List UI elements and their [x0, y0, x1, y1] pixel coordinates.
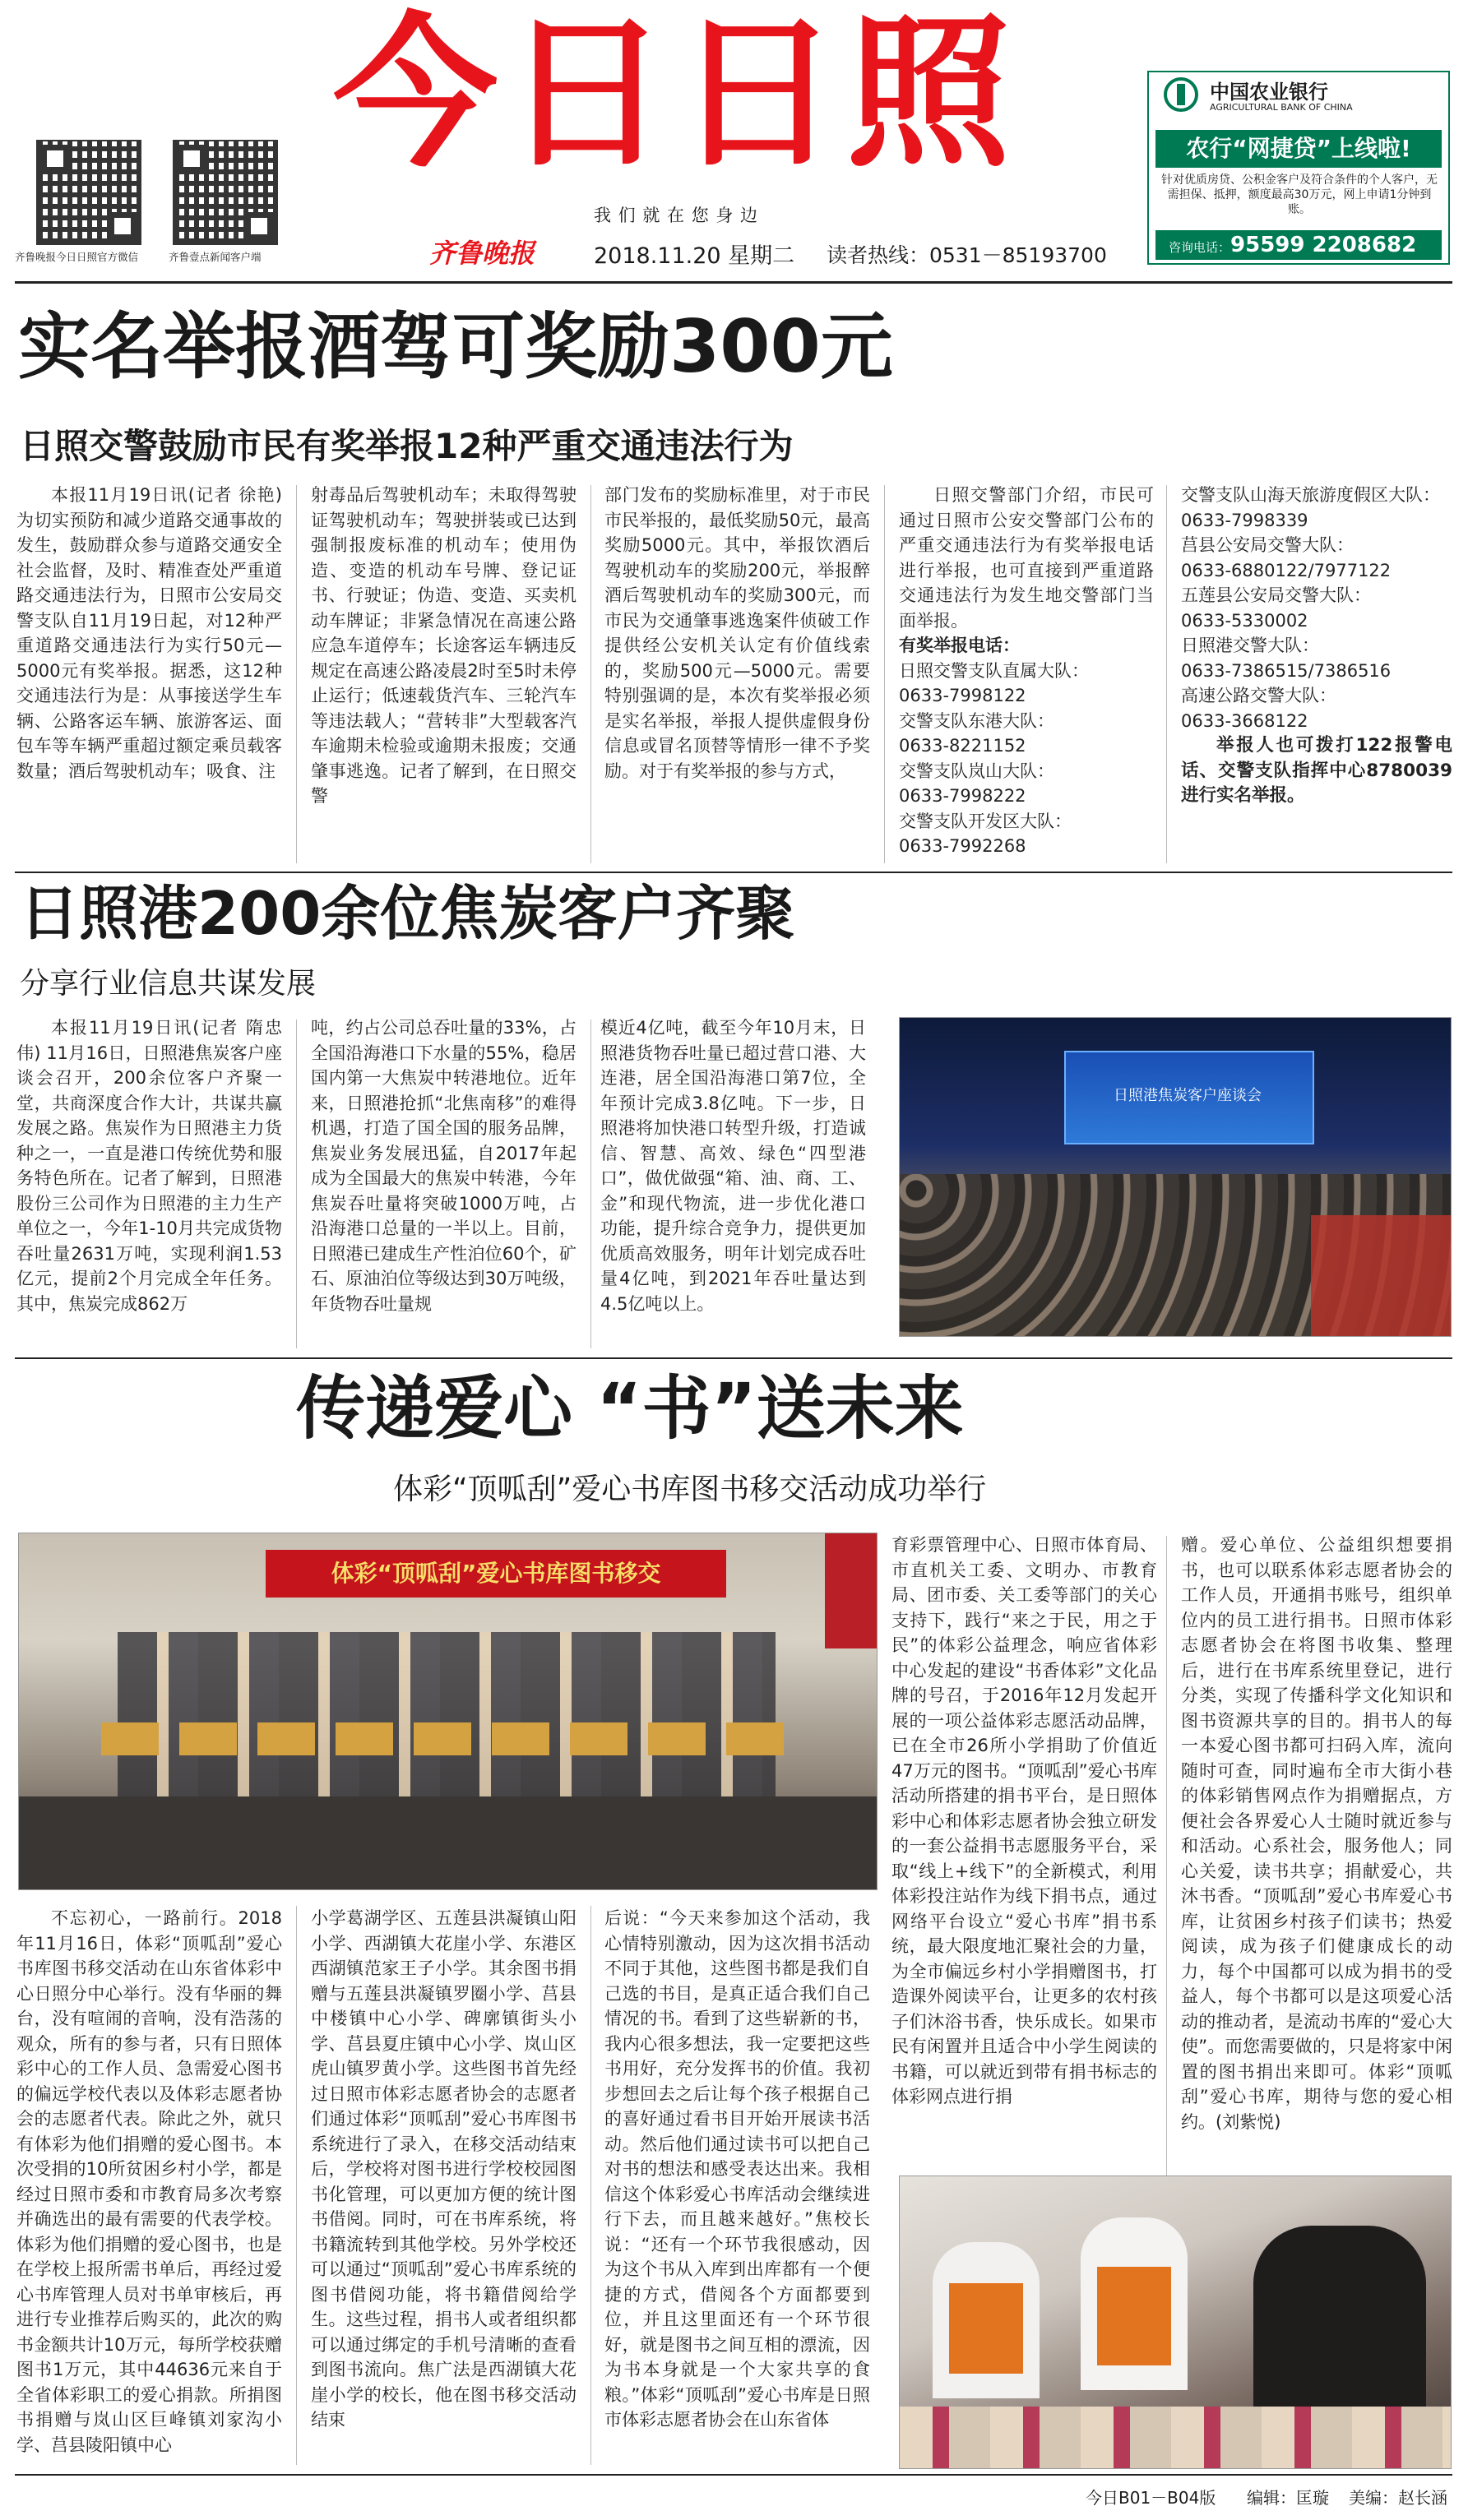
- qr-code-app[interactable]: [173, 140, 278, 245]
- paper-name: 齐鲁晚报: [429, 238, 535, 269]
- bank-name: 中国农业银行: [1210, 81, 1328, 104]
- footer-editor: 编辑：匡璇: [1247, 2488, 1329, 2508]
- article3-column-5: 赠。爱心单位、公益组织想要捐书，也可以联系体彩志愿者协会的工作人员，开通捐书账号，组织单位内的员工进行捐书。日照市体彩志愿者协会在将图书收集、整理后，进行在书库系统里登记，进行分类，实现了传播科学文化知识和图书资源共享的目的。捐书人的每一本爱心图书都可扫码入库，流向随时可查，同时遍布全市大街小巷的体彩销售网点作为捐赠据点，方便社会各界爱心人士随时就近参与和活动。心系社会，服务他人；同心关爱，读书共享；捐献爱心，共沐书香。“顶呱刮”爱心书库爱心书库，让贫困乡村孩子们读书；热爱阅读，成为孩子们健康成长的动力，每个中国都可以成为捐书的受益人，每个书都可以是这项爱心活动的推动者，是流动书库的“爱心大使”。而您需要做的，只是将家中闲置的图书捐出来即可。体彩“顶呱刮”爱心书库，期待与您的爱心相约。(刘紫悦): [1181, 1535, 1452, 2132]
- bank-name-en: AGRICULTURAL BANK OF CHINA: [1210, 102, 1353, 113]
- ad-phone-label: 咨询电话：: [1169, 240, 1231, 255]
- article1-column-1: 本报11月19日讯(记者 徐艳) 为切实预防和减少道路交通事故的发生，鼓励群众参与道路交通安全社会监督，及时、精准查处严重道路交通违法行为，日照市公安局交警支队自11月19日起，对12种严重道路交通违法行为实行50元—5000元有奖举报。据悉，这12种交通违法行为是：从事接送学生车辆、公路客运车辆、旅游客运、面包车等车辆严重超过额定乘员载客数量；酒后驾驶机动车；吸食、注: [16, 485, 282, 781]
- column-rule: [296, 1906, 297, 2465]
- qr-right-caption: 齐鲁壹点新闻客户端: [169, 251, 262, 263]
- article1-column-5: 交警支队山海天旅游度假区大队： 0633-7998339 莒县公安局交警大队： 0633-6880122/7977122 五莲县公安局交警大队： 0633-5330002 日照港交警大队： 0633-7386515/7386516 高速公路交警大队： 0633-3668122 举报人也可拨打122报警电话、交警支队指挥中心8780039进行实名举报。: [1181, 485, 1452, 806]
- masthead-divider: [15, 281, 1452, 284]
- article2-title: 日照港200余位焦炭客户齐聚: [20, 879, 795, 948]
- footer-divider: [15, 2474, 1452, 2476]
- article3-subtitle: 体彩“顶呱刮”爱心书库图书移交活动成功举行: [393, 1473, 987, 1506]
- footer-pages: 今日B01－B04版: [1086, 2488, 1216, 2508]
- section-divider: [15, 872, 1452, 873]
- ad-body: 针对优质房贷、公积金客户及符合条件的个人客户，无需担保、抵押，额度最高30万元，网上申请1分钟到账。: [1161, 173, 1438, 216]
- bank-advertisement[interactable]: [1147, 71, 1450, 265]
- article1-column-4: 日照交警部门介绍，市民可通过日照市公安交警部门公布的严重交通违法行为有奖举报电话进行举报，也可直接到严重道路交通违法行为发生地交警部门当面举报。 有奖举报电话： 日照交警支队直属大队： 0633-7998122 交警支队东港大队： 0633-8221152 交警支队岚山大队： 0633-7998222 交警支队开发区大队： 0633-7992268: [899, 485, 1154, 856]
- article3-photo-banner: 体彩“顶呱刮”爱心书库图书移交: [266, 1550, 726, 1598]
- column-rule: [590, 485, 591, 863]
- article1-column-3: 部门发布的奖励标准里，对于市民市民举报的，最低奖励50元，最高奖励5000元。其中，举报饮酒后驾驶机动车的奖励200元，举报醉酒后驾驶机动车的奖励300元，而市民为交通肇事逃逸案件侦破工作提供经公安机关认定有价值线索的，奖励500元—5000元。需要特别强调的是，本次有奖举报必须是实名举报，举报人提供虚假身份信息或冒名顶替等情形一律不予奖励。对于有奖举报的参与方式，: [604, 485, 870, 781]
- issue-date: 2018.11.20 星期二: [594, 243, 795, 269]
- column-rule: [296, 1020, 297, 1348]
- column-rule: [590, 1906, 591, 2465]
- masthead-slogan: 我 们 就 在 您 身 边: [594, 206, 759, 225]
- article2-subtitle: 分享行业信息共谋发展: [20, 967, 317, 1001]
- article2-column-1: 本报11月19日讯(记者 隋忠伟) 11月16日，日照港焦炭客户座谈会召开，200余位客户齐聚一堂，共商深度合作大计，共谋共赢发展之路。焦炭作为日照港主力货种之一，一直是港口传统优势和服务特色所在。记者了解到，日照港股份三公司作为日照港的主力生产单位之一，今年1-10月共完成货物吞吐量2631万吨，实现利润1.53亿元，提前2个月完成全年任务。其中，焦炭完成862万: [16, 1018, 282, 1314]
- article3-photo-ceremony: [18, 1533, 878, 1890]
- article3-title: 传递爱心 “书”送未来: [296, 1368, 964, 1449]
- ad-headline: 农行“网捷贷”上线啦!: [1155, 130, 1442, 168]
- column-rule: [1166, 485, 1167, 863]
- ad-phone-bar: [1155, 230, 1442, 260]
- article1-subtitle: 日照交警鼓励市民有奖举报12种严重交通违法行为: [20, 426, 794, 466]
- column-rule: [296, 485, 297, 863]
- reader-hotline: 读者热线：0531－85193700: [827, 243, 1107, 267]
- article2-column-2: 吨，约占公司总吞吐量的33%，占全国沿海港口下水量的55%，稳居国内第一大焦炭中转港地位。近年来，日照港抢抓“北焦南移”的难得机遇，打造了国全国的服务品牌，焦炭业务发展迅猛，自2017年起成为全国最大的焦炭中转港，今年焦炭吞吐量将突破1000万吨，占沿海港口总量的一半以上。目前，日照港已建成生产性泊位60个，矿石、原油泊位等级达到30万吨级，年货物吞吐量规: [311, 1018, 577, 1314]
- section-divider: [15, 1357, 1452, 1359]
- article3-column-1: 不忘初心，一路前行。2018年11月16日，体彩“顶呱刮”爱心书库图书移交活动在山东省体彩中心日照分中心举行。没有华丽的舞台，没有喧闹的音响，没有浩荡的观众，所有的参与者，只有日照体彩中心的工作人员、急需爱心图书的偏远学校代表以及体彩志愿者协会的志愿者代表。除此之外，就只有体彩为他们捐赠的爱心图书。本次受捐的10所贫困乡村小学，都是经过日照市委和市教育局多次考察并确选出的最有需要的代表学校。体彩为他们捐赠的爱心图书，也是在学校上报所需书单后，再经过爱心书库管理人员对书单审核后，再进行专业推荐后购买的，此次的购书金额共计10万元，每所学校获赠图书1万元，其中44636元来自于全省体彩职工的爱心捐款。所捐图书捐赠与岚山区巨峰镇刘家沟小学、莒县陵阳镇中心: [16, 1908, 282, 2455]
- article3-photo-volunteers: [899, 2176, 1452, 2469]
- footer-designer: 美编：赵长涵: [1349, 2488, 1447, 2508]
- bank-logo-icon: [1164, 77, 1198, 112]
- article2-photo: [899, 1017, 1452, 1337]
- article2-column-3: 模近4亿吨，截至今年10月末，日照港货物吞吐量已超过营口港、大连港，居全国沿海港口第7位，全年预计完成3.8亿吨。下一步，日照港将加快港口转型升级，打造诚信、智慧、高效、绿色“四型港口”，做优做强“箱、油、商、工、金”和现代物流，进一步优化港口功能，提升综合竞争力，提供更加优质高效服务，明年计划完成吞吐量4亿吨，到2021年吞吐量达到4.5亿吨以上。: [600, 1018, 866, 1314]
- article2-photo-banner: 日照港焦炭客户座谈会: [1114, 1087, 1262, 1104]
- article1-title: 实名举报酒驾可奖励300元: [18, 304, 893, 389]
- article3-column-3: 后说：“今天来参加这个活动，我心情特别激动，因为这次捐书活动不同于其他，这些图书都是我们自己选的书目，是真正适合我们自己情况的书。看到了这些崭新的书，我内心很多想法，我一定要把这些书用好，充分发挥书的价值。我初步想回去之后让每个孩子根据自己的喜好通过看书目开始开展读书活动。然后他们通过读书可以把自己对书的想法和感受表达出来。我相信这个体彩爱心书库活动会继续进行下去，而且越来越好。”焦校长说：“还有一个环节我很感动，因为这个书从入库到出库都有一个便捷的方式，借阅各个方面都要到位，并且这里面还有一个环节很好，就是图书之间互相的漂流，因为书本身就是一个大家共享的食粮。”体彩“顶呱刮”爱心书库是日照市体彩志愿者协会在山东省体: [604, 1908, 870, 2430]
- column-rule: [884, 485, 885, 863]
- article3-column-4: 育彩票管理中心、日照市体育局、市直机关工委、文明办、市教育局、团市委、关工委等部门的关心支持下，践行“来之于民，用之于民”的体彩公益理念，响应省体彩中心发起的建设“书香体彩”文化品牌的号召，于2016年12月发起开展的一项公益体彩志愿活动品牌，已在全市26所小学捐助了价值近47万元的图书。“顶呱刮”爱心书库活动所搭建的捐书平台，是日照体彩中心和体彩志愿者协会独立研发的一套公益捐书志愿服务平台，采取“线上+线下”的全新模式，利用体彩投注站作为线下捐书点，通过网络平台设立“爱心书库”捐书系统，最大限度地汇聚社会的力量，为全市偏远乡村小学捐赠图书，打造课外阅读平台，让更多的农村孩子们沐浴书香，快乐成长。如果市民有闲置并且适合中小学生阅读的书籍，可以就近到带有捐书标志的体彩网点进行捐: [891, 1535, 1157, 2106]
- ad-phone: 95599 2208682: [1230, 233, 1417, 257]
- column-rule: [590, 1020, 591, 1348]
- article3-column-2: 小学葛湖学区、五莲县洪凝镇山阳小学、西湖镇大花崖小学、东港区西湖镇范家王子小学。其余图书捐赠与五莲县洪凝镇罗圈小学、莒县中楼镇中心小学、碑廓镇街头小学、莒县夏庄镇中心小学、岚山区虎山镇罗黄小学。这些图书首先经过日照市体彩志愿者协会的志愿者们通过体彩“顶呱刮”爱心书库图书系统进行了录入，在移交活动结束后，学校将对图书进行学校校园图书化管理，可以更加方便的统计图书借阅。同时，可在书库系统，将书籍流转到其他学校。另外学校还可以通过“顶呱刮”爱心书库系统的图书借阅功能，将书籍借阅给学生。这些过程，捐书人或者组织都可以通过绑定的手机号清晰的查看到图书流向。焦广法是西湖镇大花崖小学的校长，他在图书移交活动结束: [311, 1908, 577, 2430]
- qr-left-caption: 齐鲁晚报今日日照官方微信: [15, 251, 139, 263]
- masthead-title: 今日日照: [333, 0, 1018, 190]
- article1-column-2: 射毒品后驾驶机动车；未取得驾驶证驾驶机动车；驾驶拼装或已达到强制报废标准的机动车；使用伪造、变造的机动车号牌、登记证书、行驶证；伪造、变造、买卖机动车牌证；非紧急情况在高速公路应急车道停车；长途客运车辆违反规定在高速公路凌晨2时至5时未停止运行；低速载货汽车、三轮汽车等违法载人；“营转非”大型载客汽车逾期未检验或逾期未报废；交通肇事逃逸。记者了解到，在日照交警: [311, 485, 577, 806]
- qr-code-wechat[interactable]: [36, 140, 141, 245]
